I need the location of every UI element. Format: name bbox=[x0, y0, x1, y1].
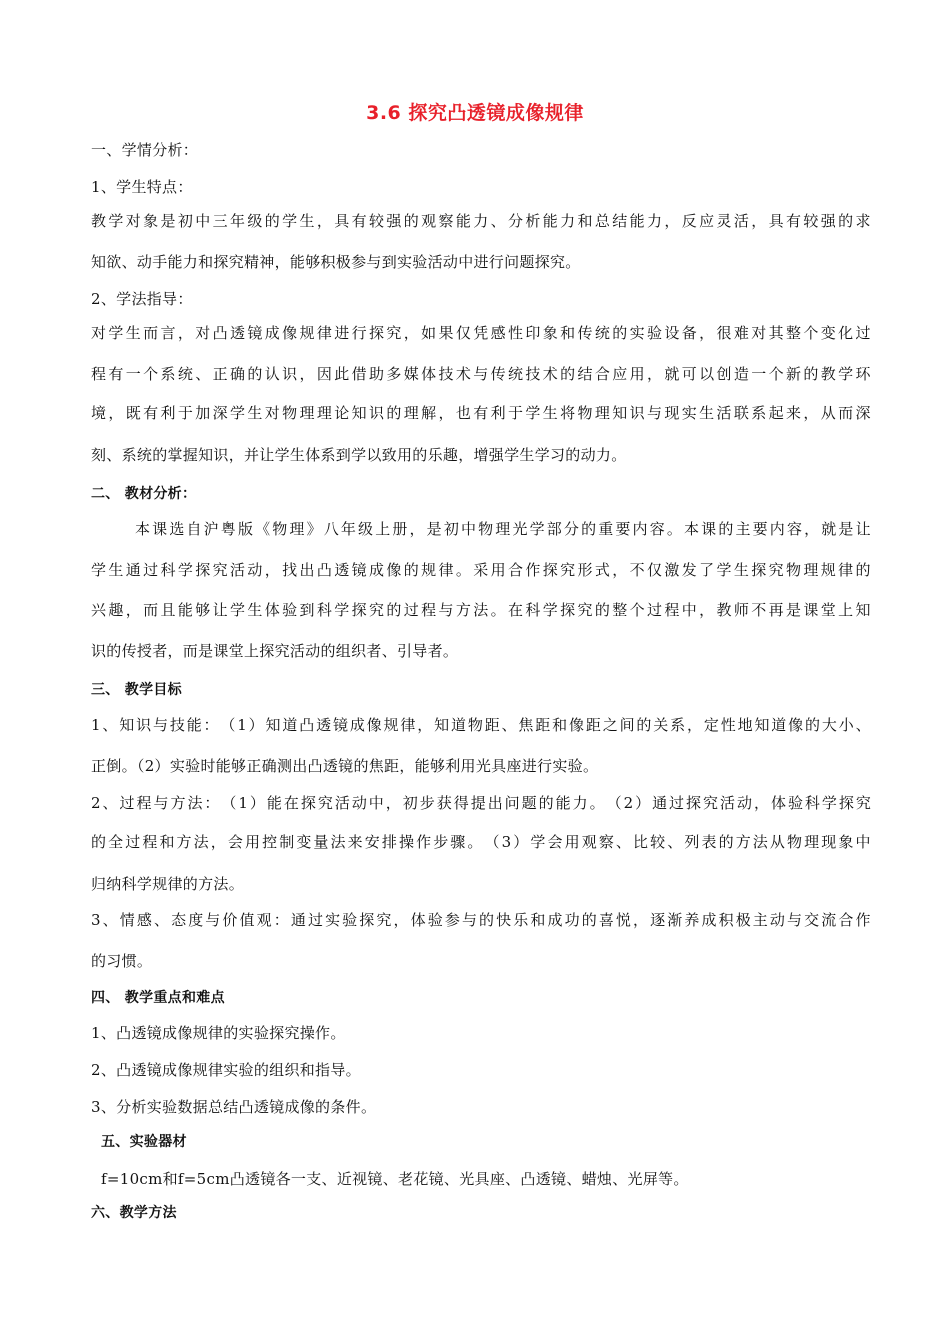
list-item: 3、分析实验数据总结凸透镜成像的条件。 bbox=[91, 1098, 377, 1116]
paragraph-line: 对 学 生 而 言 ， 对 凸 透 镜 成 像 规 律 进 行 探 究 ， 如 果 仅 凭 感 性 印 象 和 传 统 的 实 验 设 备 ， 很 难 对 其 整 个 变 化 过 bbox=[91, 324, 871, 342]
list-item: 1、凸透镜成像规律的实验探究操作。 bbox=[91, 1024, 346, 1042]
paragraph-line: 学 生 通 过 科 学 探 究 活 动 ， 找 出 凸 透 镜 成 像 的 规 律 。 采 用 合 作 探 究 形 式 ， 不 仅 激 发 了 学 生 探 究 物 理 规 律 的 bbox=[91, 561, 871, 579]
section-heading-2: 二、 教材分析： bbox=[91, 486, 197, 502]
section-heading-1: 一、学情分析： bbox=[91, 141, 199, 159]
list-item: 2、凸透镜成像规律实验的组织和指导。 bbox=[91, 1061, 361, 1079]
document-title: 3.6 探究凸透镜成像规律 bbox=[366, 102, 584, 124]
paragraph-line: 3 、 情 感 、 态 度 与 价 值 观 ： 通 过 实 验 探 究 ， 体 验 参 与 的 快 乐 和 成 功 的 喜 悦 ， 逐 渐 养 成 积 极 主 动 与 交 流 合 作 bbox=[91, 911, 871, 929]
paragraph-line: 正倒。（2）实验时能够正确测出凸透镜的焦距，能够利用光具座进行实验。 bbox=[91, 757, 599, 775]
paragraph-line: 刻、系统的掌握知识，并让学生体系到学以致用的乐趣，增强学生学习的动力。 bbox=[91, 446, 627, 464]
paragraph-line: 知欲、动手能力和探究精神，能够积极参与到实验活动中进行问题探究。 bbox=[91, 253, 581, 271]
section-heading-6: 六、教学方法 bbox=[91, 1205, 177, 1221]
paragraph-line: 1 、 知 识 与 技 能 ： （ 1 ） 知 道 凸 透 镜 成 像 规 律 ， 知 道 物 距 、 焦 距 和 像 距 之 间 的 关 系 ， 定 性 地 知 道 像 的 大 小 、 bbox=[91, 716, 871, 734]
paragraph-line: 归纳科学规律的方法。 bbox=[91, 875, 245, 893]
paragraph-line: 识的传授者，而是课堂上探究活动的组织者、引导者。 bbox=[91, 642, 459, 660]
paragraph-line: 程 有 一 个 系 统 、 正 确 的 认 识 ， 因 此 借 助 多 媒 体 技 术 与 传 统 技 术 的 结 合 应 用 ， 就 可 以 创 造 一 个 新 的 教 学 环 bbox=[91, 365, 871, 383]
paragraph-line: 的 全 过 程 和 方 法 ， 会 用 控 制 变 量 法 来 安 排 操 作 步 骤 。 （ 3 ） 学 会 用 观 察 、 比 较 、 列 表 的 方 法 从 物 理 现 象 中 bbox=[91, 833, 871, 851]
section-heading-3: 三、 教学目标 bbox=[91, 682, 182, 698]
paragraph-line: 2 、 过 程 与 方 法 ： （ 1 ） 能 在 探 究 活 动 中 ， 初 步 获 得 提 出 问 题 的 能 力 。 （ 2 ） 通 过 探 究 活 动 ， 体 验 科 学 探 究 bbox=[91, 794, 871, 812]
paragraph-line: 兴 趣 ， 而 且 能 够 让 学 生 体 验 到 科 学 探 究 的 过 程 与 方 法 。 在 科 学 探 究 的 整 个 过 程 中 ， 教 师 不 再 是 课 堂 上 知 bbox=[91, 601, 871, 619]
paragraph-line: 境 ， 既 有 利 于 加 深 学 生 对 物 理 理 论 知 识 的 理 解 ， 也 有 利 于 学 生 将 物 理 知 识 与 现 实 生 活 联 系 起 来 ， 从 而 深 bbox=[91, 404, 871, 422]
section-heading-5: 五、实验器材 bbox=[101, 1134, 187, 1150]
section-heading-4: 四、 教学重点和难点 bbox=[91, 990, 225, 1006]
paragraph-line: 教 学 对 象 是 初 中 三 年 级 的 学 生 ， 具 有 较 强 的 观 察 能 力 、 分 析 能 力 和 总 结 能 力 ， 反 应 灵 活 ， 具 有 较 强 的 求 bbox=[91, 212, 871, 230]
subheading-study-method: 2、学法指导： bbox=[91, 290, 193, 308]
subheading-student-traits: 1、学生特点： bbox=[91, 178, 193, 196]
paragraph-line: 的习惯。 bbox=[91, 952, 153, 970]
paragraph-line: 本 课 选 自 沪 粤 版 《 物 理 》 八 年 级 上 册 ， 是 初 中 物 理 光 学 部 分 的 重 要 内 容 。 本 课 的 主 要 内 容 ， 就 是 让 bbox=[135, 520, 871, 538]
equipment-line: f=10cm和f=5cm凸透镜各一支、近视镜、老花镜、光具座、凸透镜、蜡烛、光屏等。 bbox=[101, 1170, 689, 1188]
